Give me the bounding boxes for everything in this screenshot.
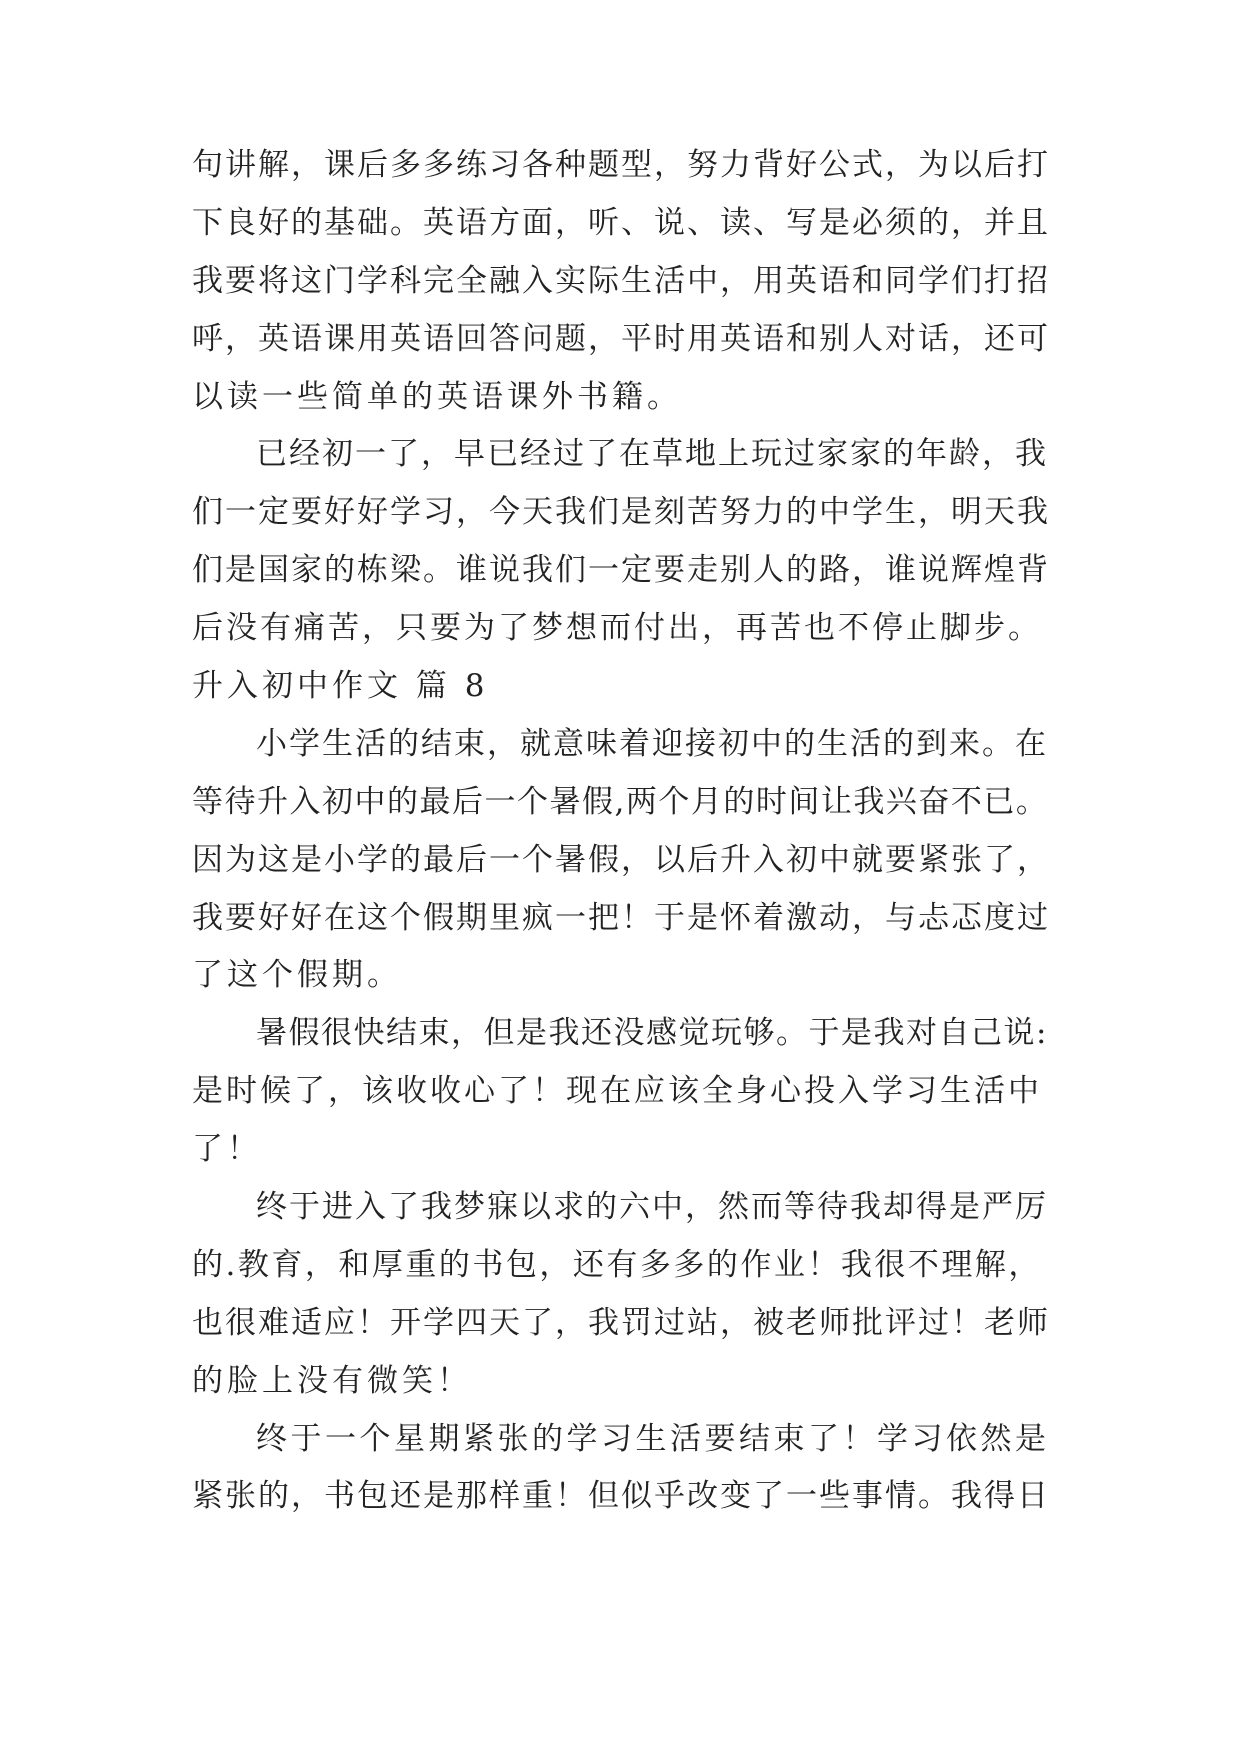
text-line: 呼，英语课用英语回答问题，平时用英语和别人对话，还可 <box>192 320 1050 357</box>
text-line: 等待升入初中的最后一个暑假,两个月的时间让我兴奋不已。 <box>192 783 1049 820</box>
text-line: 已经初一了，早已经过了在草地上玩过家家的年龄，我 <box>256 436 1048 473</box>
text-line: 是时候了，该收收心了！现在应该全身心投入学习生活中 <box>192 1073 1042 1110</box>
text-line: 小学生活的结束，就意味着迎接初中的生活的到来。在 <box>256 725 1048 762</box>
text-line: 们一定要好好学习，今天我们是刻苦努力的中学生，明天我 <box>192 494 1050 531</box>
text-line: 终于进入了我梦寐以求的六中，然而等待我却得是严厉 <box>256 1189 1048 1226</box>
text-line: 了这个假期。 <box>192 957 402 994</box>
text-line: 我要好好在这个假期里疯一把！于是怀着激动，与忐忑度过 <box>192 899 1050 936</box>
section-heading: 升入初中作文 篇 8 <box>192 668 489 705</box>
text-line: 以读一些简单的英语课外书籍。 <box>192 378 682 415</box>
text-line: 暑假很快结束，但是我还没感觉玩够。于是我对自己说: <box>256 1015 1048 1052</box>
text-line: 下良好的基础。英语方面，听、说、读、写是必须的，并且 <box>192 204 1050 241</box>
text-line: 后没有痛苦，只要为了梦想而付出，再苦也不停止脚步。 <box>192 610 1042 647</box>
document-body <box>192 137 1052 1526</box>
text-line: 终于一个星期紧张的学习生活要结束了！学习依然是 <box>256 1420 1050 1457</box>
text-line: 的脸上没有微笑！ <box>192 1362 472 1399</box>
text-line: 我要将这门学科完全融入实际生活中，用英语和同学们打招 <box>192 262 1050 299</box>
text-line: 因为这是小学的最后一个暑假，以后升入初中就要紧张了， <box>192 841 1050 878</box>
text-line: 们是国家的栋梁。谁说我们一定要走别人的路，谁说辉煌背 <box>192 552 1050 589</box>
text-line: 紧张的，书包还是那样重！但似乎改变了一些事情。我得日 <box>192 1478 1050 1515</box>
text-line: 句讲解，课后多多练习各种题型，努力背好公式，为以后打 <box>192 147 1050 183</box>
text-line: 也很难适应！开学四天了，我罚过站，被老师批评过！老师 <box>192 1304 1050 1341</box>
text-line: 了！ <box>192 1131 262 1168</box>
text-line: 的.教育，和厚重的书包，还有多多的作业！我很不理解， <box>192 1246 1042 1283</box>
